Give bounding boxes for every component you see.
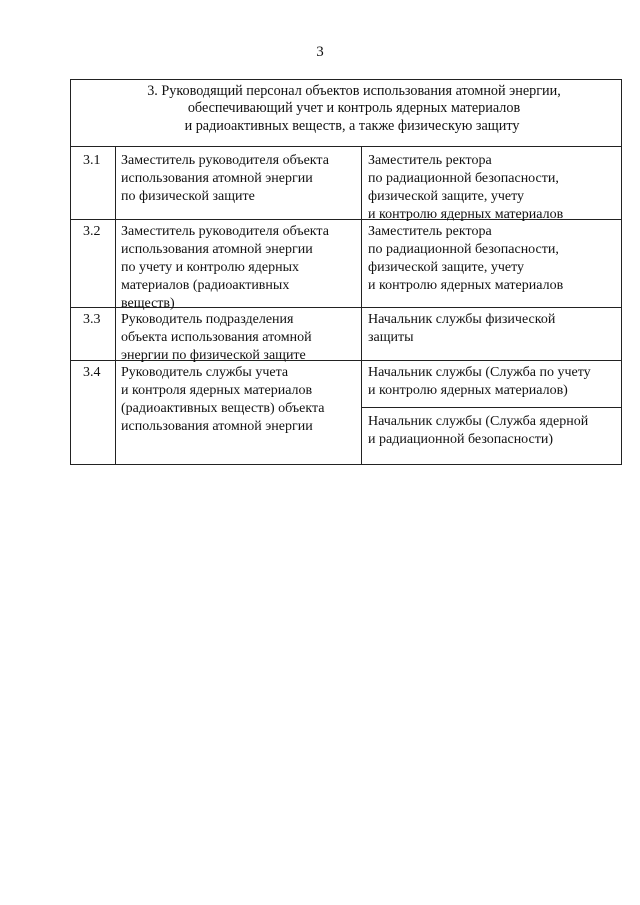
position-3-1: Заместитель руководителя объекта использования атомной энергии по физической защите [121,153,329,204]
page-number: 3 [316,44,324,60]
section-title-line-1: 3. Руководящий персонал объектов использования атомной энергии, [147,83,561,99]
equivalent-3-4-b: Начальник службы (Служба ядерной и радиационной безопасности) [368,414,589,447]
position-3-2: Заместитель руководителя объекта использования атомной энергии по учету и контролю ядерных материалов (радиоактивных веществ) [121,224,329,311]
position-3-4: Руководитель службы учета и контроля ядерных материалов (радиоактивных веществ) объекта использования атомной энергии [121,365,325,434]
position-3-3: Руководитель подразделения объекта использования атомной энергии по физической защите [121,312,312,363]
section-title-line-3: и радиоактивных веществ, а также физическую защиту [184,118,520,134]
sub-row-divider [361,407,621,408]
row-number-3-2: 3.2 [83,224,101,239]
positions-table [70,79,622,465]
equivalent-3-1: Заместитель ректора по радиационной безопасности, физической защите, учету и контролю ядерных материалов [368,153,564,222]
row-number-3-3: 3.3 [83,312,101,327]
equivalent-3-3: Начальник службы физической защиты [368,312,556,345]
column-divider-2 [361,147,362,464]
row-number-3-4: 3.4 [83,365,101,380]
equivalent-3-2: Заместитель ректора по радиационной безопасности, физической защите, учету и контролю ядерных материалов [368,224,564,293]
column-divider-1 [115,147,116,464]
section-title-line-2: обеспечивающий учет и контроль ядерных материалов [187,100,521,116]
section-header [71,80,621,147]
row-number-3-1: 3.1 [83,153,101,168]
equivalent-3-4-a: Начальник службы (Служба по учету и контролю ядерных материалов) [368,365,591,398]
